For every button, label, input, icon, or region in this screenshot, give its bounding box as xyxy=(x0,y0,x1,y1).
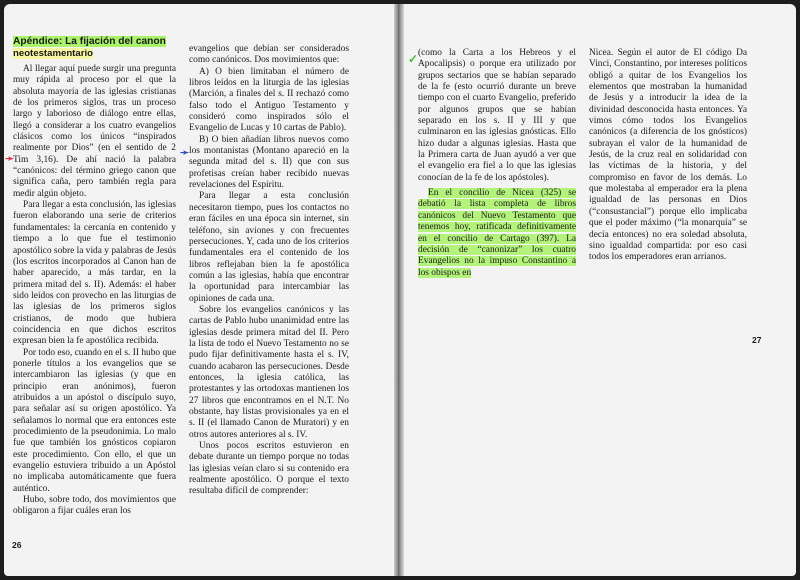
paragraph: Para llegar a esta conclusión, las iglesias fueron elaborando una serie de criterios fundamentales: la cercanía en contenido y tiempo a lo que fue el testimonio apostólico sobre la vida y palabras de Jesús (los escritos incorporados al Canon han de haber aparecido, a más tardar, en la primera mitad del s. II). Además: el haber sido leídos con provecho en las liturgias de las iglesias de los primeros siglos cristianos, de modo que hubiera coincidencia en que dichos escritos expresan bien la fe apostólica recibida. xyxy=(13,200,176,347)
highlighted-paragraph: En el concilio de Nicea (325) se debatió la lista completa de libros canónicos del Nuevo Testamento que tenemos hoy, ratificada definitivamente en el concilio de Cartago (397). La decisión de “canonizar” los cuatro Evangelios no la impuso Constantino a los obispos en xyxy=(418,188,576,278)
right-page-column-1 xyxy=(418,48,576,279)
page-number-right: 27 xyxy=(752,335,762,345)
page-number-left: 26 xyxy=(12,540,22,550)
paragraph: A) O bien limitaban el número de libros leídos en la liturgia de las iglesias (Marción, a finales del s. II rechazó como falso todo el Antiguo Testamento y consideró como inspirados sólo el Evangelio de Lucas y 10 cartas de Pablo). xyxy=(189,66,349,134)
paragraph: Para llegar a esta conclusión necesitaron tiempo, pues los contactos no eran fáciles en una época sin internet, sin teléfono, sin aviones y con frecuentes persecuciones. Y, cada uno de los criterios fundamentales era el contenido de los libros reflejaban bien la fe apostólica común a las iglesias, había que encontrar la oportunidad para intercambiar las opiniones de cada una. xyxy=(189,191,349,304)
book-gutter xyxy=(394,4,404,576)
appendix-subtitle: neotestamentario xyxy=(13,48,93,59)
paragraph: Sobre los evangelios canónicos y las cartas de Pablo hubo unanimidad entre las iglesias desde primera mitad del II. Pero la lista de todo el Nuevo Testamento no se pudo fijar definitivamente hasta el s. IV, cuando acabaron las persecuciones. Desde entonces, la iglesia católica, las protestantes y las ortodoxas mantienen los 27 libros que encontramos en el N.T. No obstante, hay listas provisionales ya en el s. II (el llamado Canon de Muratori) y en otros autores anteriores al s. IV. xyxy=(189,304,349,440)
paragraph: Hubo, sobre todo, dos movimientos que obligaron a fijar cuáles eran los xyxy=(13,495,176,517)
paragraph: Por todo eso, cuando en el s. II hubo que ponerle títulos a los evangelios que se intercambiaron las iglesias (y que en principio eran anónimos), fueron atribuidos a un apóstol o discípulo suyo, para señalar así su origen apostólico. Ya señalamos lo normal que era entonces este procedimiento de la pseudonimia. Lo malo fue que también los gnósticos copiaron este procedimiento. Con ello, el que un evangelio estuviera tribuido a un Apóstol no implicaba automáticamente que fuera auténtico. xyxy=(13,347,176,494)
paragraph: (como la Carta a los Hebreos y el Apocalipsis) o porque era utilizado por grupos sectarios que se habían separado de la fe (esto ocurrió durante un breve tiempo con el cuarto Evangelio, preferido por algunos grupos que se habían separado en los s. II y III y que culminaron en las iglesias gnósticas. Ello hizo dudar a algunas iglesias. Hasta que la Primera carta de Juan ayudó a ver que el evangelio era fiel a lo que las iglesias conocían de la fe de los apóstoles). xyxy=(418,48,576,183)
appendix-heading xyxy=(13,36,176,60)
margin-arrow-blue: ➛ xyxy=(180,147,190,159)
left-page-column-1 xyxy=(13,36,176,518)
paragraph: B) O bien añadían libros nuevos como los montanistas (Montano apareció en la segunda mitad del s. II) que con sus profetisas creían haber recibido nuevas revelaciones del Espíritu. xyxy=(189,134,349,191)
right-page-column-2 xyxy=(589,48,747,264)
paragraph: Nicea. Según el autor de El código Da Vinci, Constantino, por intereses políticos obligó a quitar de los Evangelios los elementos que mostraban la humanidad de Jesús y a introducir la idea de la divinidad desconocida hasta entonces. Ya vimos cómo todos los Evangelios canónicos (a diferencia de los gnósticos) subrayan el valor de la humanidad de Jesús, de la cruz real en solidaridad con las víctimas de la historia, y del compromiso en favor de los demás. Lo que molestaba al emperador era la plena igualdad de las personas en Dios (“consustancial”) porque ello implicaba que el poder máximo (“la monarquía” se decía entonces) no era soledad absoluta, sino igualdad compartida: por eso casi todos los emperadores eran arrianos. xyxy=(589,48,747,263)
paragraph: Unos pocos escritos estuvieron en debate durante un tiempo porque no todas las iglesias veían claro si su contenido era realmente apostólico. O porque el texto resultaba difícil de comprender: xyxy=(189,441,349,497)
margin-checkmark-green: ✓ xyxy=(408,52,419,66)
left-page-column-2 xyxy=(189,44,349,498)
appendix-title: Apéndice: La fijación del canon xyxy=(13,36,166,47)
paragraph: Al llegar aquí puede surgir una pregunta muy rápida al proceso por el que la absoluta mayoría de las iglesias cristianas de los primeros siglos, tras un proceso largo y laborioso de diálogo entre ellas, llegó a considerar a los cuatro evangelios clásicos como los únicos “inspirados realmente por Dios” (en el sentido de 2 Tim 3,16). De ahí nació la palabra “canónicos: del término griego canon que significa caña, pero también regla para medir algún objeto. xyxy=(13,64,176,199)
margin-arrow-red: ➛ xyxy=(5,153,15,165)
paragraph: evangelios que debían ser considerados como canónicos. Dos movimientos que: xyxy=(189,44,349,66)
